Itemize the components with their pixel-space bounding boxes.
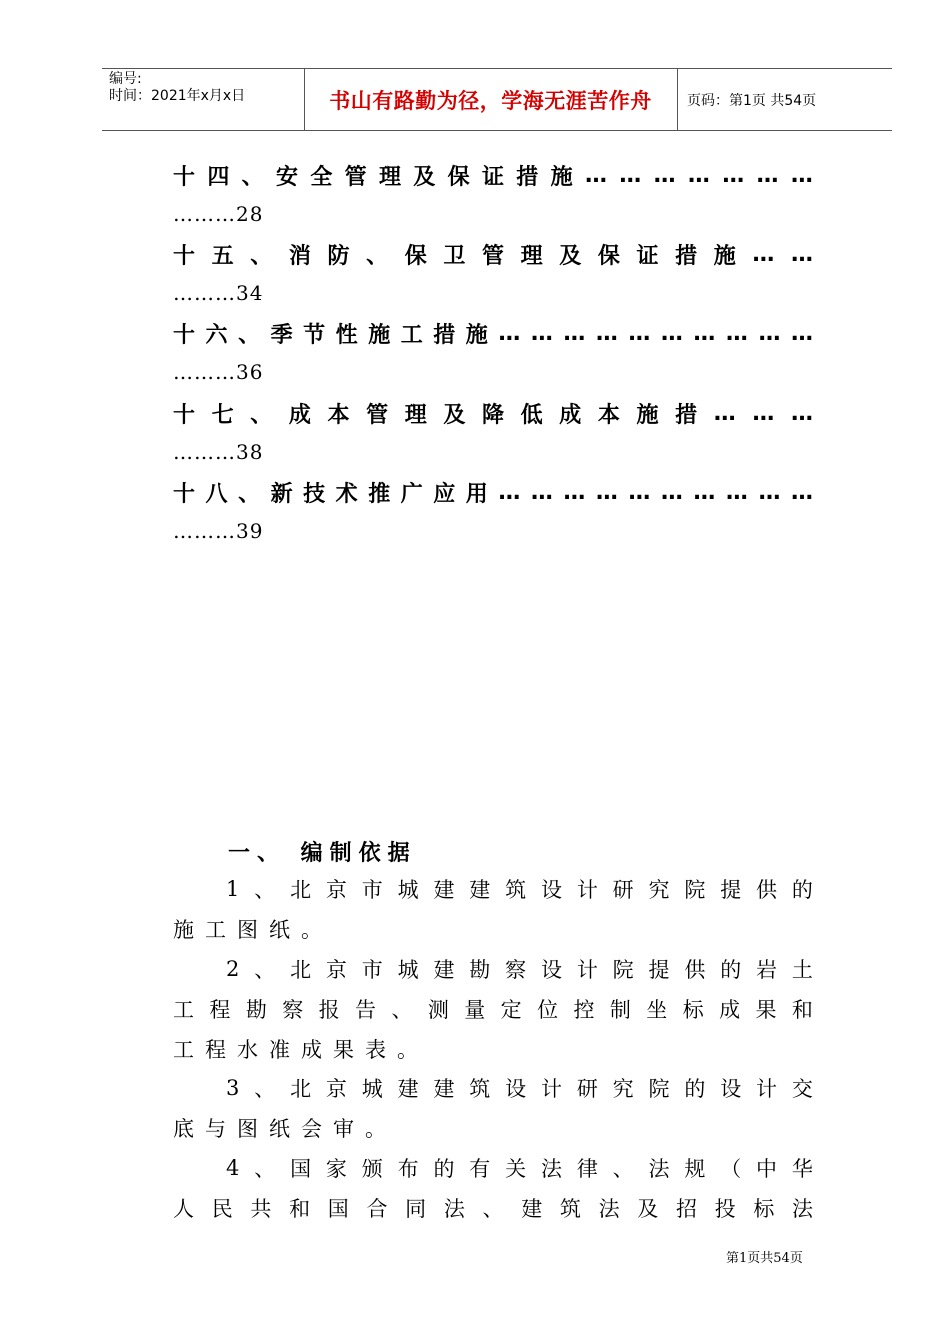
number-label: 编号: bbox=[109, 71, 142, 87]
toc-page-number: ………36 bbox=[173, 360, 264, 384]
toc-page-number: ………38 bbox=[173, 440, 264, 464]
toc-title: 十 七 、 成 本 管 理 及 降 低 成 本 施 措 … … … bbox=[173, 400, 813, 428]
toc-entry bbox=[173, 394, 813, 472]
toc-page-number: ………28 bbox=[173, 202, 264, 226]
body-line: 工程水准成果表。 bbox=[173, 1038, 429, 1062]
body-line: 底与图纸会审。 bbox=[173, 1117, 397, 1141]
body-line: 人 民 共 和 国 合 同 法 、 建 筑 法 及 招 投 标 法 bbox=[173, 1197, 813, 1221]
toc-title: 十 六 、 季 节 性 施 工 措 施 … … … … … … … … … … bbox=[173, 320, 813, 348]
toc-page-number: ………39 bbox=[173, 519, 264, 543]
body-line: 3 、 北 京 城 建 建 筑 设 计 研 究 院 的 设 计 交 bbox=[226, 1076, 813, 1101]
toc-entry bbox=[173, 314, 813, 392]
header-divider bbox=[677, 69, 678, 130]
page-footer: 第1页共54页 bbox=[726, 1251, 803, 1266]
toc-entry bbox=[173, 156, 813, 234]
time-label: 时间：2021年x月x日 bbox=[109, 88, 246, 104]
header-page-label: 页码：第1页 共54页 bbox=[687, 92, 817, 109]
toc-page-number: ………34 bbox=[173, 281, 264, 305]
toc-title: 十 四 、 安 全 管 理 及 保 证 措 施 … … … … … … … bbox=[173, 162, 813, 190]
toc-title: 十 五 、 消 防 、 保 卫 管 理 及 保 证 措 施 … … bbox=[173, 241, 813, 269]
body-line: 1 、 北 京 市 城 建 建 筑 设 计 研 究 院 提 供 的 bbox=[226, 877, 813, 902]
body-line: 4 、 国 家 颁 布 的 有 关 法 律 、 法 规 （ 中 华 bbox=[226, 1156, 813, 1181]
toc-entry bbox=[173, 235, 813, 313]
page-header bbox=[102, 68, 892, 131]
toc-entry bbox=[173, 473, 813, 551]
toc-title: 十 八 、 新 技 术 推 广 应 用 … … … … … … … … … … bbox=[173, 479, 813, 507]
body-line: 2 、 北 京 市 城 建 勘 察 设 计 院 提 供 的 岩 土 bbox=[226, 957, 813, 982]
body-line: 施工图纸。 bbox=[173, 918, 333, 942]
body-line: 工 程 勘 察 报 告 、 测 量 定 位 控 制 坐 标 成 果 和 bbox=[173, 998, 813, 1022]
header-motto: 书山有路勤为径，学海无涯苦作舟 bbox=[329, 88, 652, 113]
header-meta bbox=[109, 71, 245, 105]
section-heading: 一、 编制依据 bbox=[228, 840, 417, 866]
